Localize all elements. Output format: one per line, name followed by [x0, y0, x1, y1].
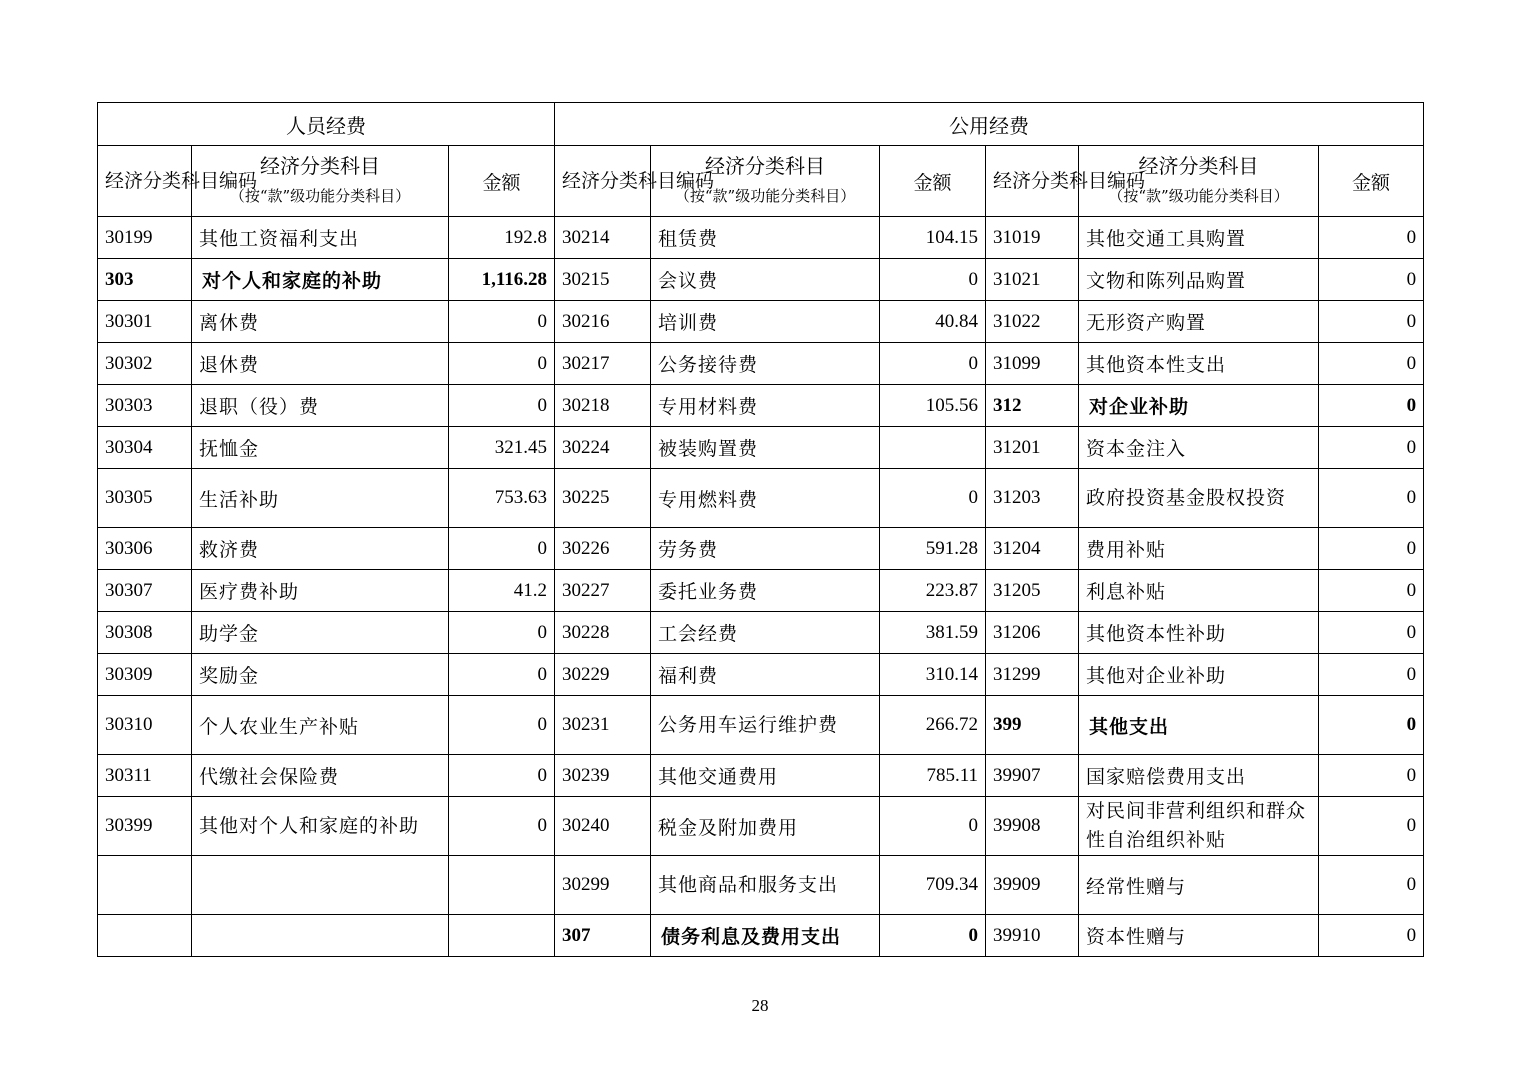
name-cell: 其他交通工具购置 — [1079, 217, 1319, 259]
amount-cell: 0 — [1319, 528, 1424, 570]
code-cell — [98, 915, 192, 957]
code-cell: 31099 — [986, 343, 1079, 385]
name-cell: 助学金 — [192, 612, 449, 654]
amount-cell: 104.15 — [880, 217, 986, 259]
name-cell: 被装购置费 — [651, 427, 880, 469]
code-cell: 30308 — [98, 612, 192, 654]
amount-cell: 223.87 — [880, 570, 986, 612]
code-cell: 399 — [986, 696, 1079, 755]
header-name-sub: （按“款”级功能分类科目） — [229, 187, 411, 205]
code-cell: 30301 — [98, 301, 192, 343]
amount-cell: 0 — [449, 385, 555, 427]
name-cell — [192, 915, 449, 957]
amount-cell — [449, 915, 555, 957]
name-cell: 专用材料费 — [651, 385, 880, 427]
table-row — [98, 797, 1424, 856]
code-cell: 30226 — [555, 528, 651, 570]
table-row — [98, 343, 1424, 385]
code-cell: 31021 — [986, 259, 1079, 301]
amount-cell: 0 — [1319, 612, 1424, 654]
code-cell: 30215 — [555, 259, 651, 301]
group-public: 公用经费 — [555, 103, 1424, 146]
amount-cell: 0 — [1319, 856, 1424, 915]
code-cell: 30225 — [555, 469, 651, 528]
name-cell: 退职（役）费 — [192, 385, 449, 427]
code-cell: 30224 — [555, 427, 651, 469]
code-cell: 312 — [986, 385, 1079, 427]
name-cell: 退休费 — [192, 343, 449, 385]
amount-cell: 0 — [449, 528, 555, 570]
amount-cell: 41.2 — [449, 570, 555, 612]
header-amount: 金额 — [1319, 146, 1424, 217]
code-cell: 30199 — [98, 217, 192, 259]
table-row — [98, 469, 1424, 528]
code-cell: 30399 — [98, 797, 192, 856]
amount-cell: 0 — [1319, 343, 1424, 385]
group-header-row — [98, 103, 1424, 146]
name-cell: 资本金注入 — [1079, 427, 1319, 469]
header-name-sub: （按“款”级功能分类科目） — [1108, 187, 1289, 205]
code-cell: 30299 — [555, 856, 651, 915]
amount-cell: 785.11 — [880, 755, 986, 797]
code-cell: 30307 — [98, 570, 192, 612]
code-cell: 30239 — [555, 755, 651, 797]
table-row — [98, 427, 1424, 469]
code-cell: 303 — [98, 259, 192, 301]
code-cell: 31022 — [986, 301, 1079, 343]
code-cell: 30216 — [555, 301, 651, 343]
group-personnel: 人员经费 — [98, 103, 555, 146]
code-cell: 30227 — [555, 570, 651, 612]
name-cell: 代缴社会保险费 — [192, 755, 449, 797]
amount-cell: 381.59 — [880, 612, 986, 654]
code-cell: 30303 — [98, 385, 192, 427]
code-cell: 30229 — [555, 654, 651, 696]
code-cell: 30310 — [98, 696, 192, 755]
name-cell: 福利费 — [651, 654, 880, 696]
code-cell: 31203 — [986, 469, 1079, 528]
amount-cell: 0 — [1319, 696, 1424, 755]
amount-cell: 709.34 — [880, 856, 986, 915]
name-cell: 其他交通费用 — [651, 755, 880, 797]
name-cell: 费用补贴 — [1079, 528, 1319, 570]
name-cell: 公务接待费 — [651, 343, 880, 385]
code-cell: 30214 — [555, 217, 651, 259]
amount-cell: 591.28 — [880, 528, 986, 570]
header-code: 经济分类科目编码 — [986, 146, 1079, 217]
table-row — [98, 570, 1424, 612]
amount-cell: 0 — [880, 343, 986, 385]
name-cell: 资本性赠与 — [1079, 915, 1319, 957]
amount-cell: 0 — [880, 469, 986, 528]
name-cell: 离休费 — [192, 301, 449, 343]
name-cell: 劳务费 — [651, 528, 880, 570]
name-cell: 专用燃料费 — [651, 469, 880, 528]
amount-cell: 0 — [1319, 915, 1424, 957]
name-cell: 其他工资福利支出 — [192, 217, 449, 259]
name-cell: 会议费 — [651, 259, 880, 301]
name-cell: 经常性赠与 — [1079, 856, 1319, 915]
header-name — [192, 146, 449, 217]
name-cell: 其他资本性补助 — [1079, 612, 1319, 654]
amount-cell: 1,116.28 — [449, 259, 555, 301]
name-cell: 其他对个人和家庭的补助 — [192, 797, 449, 856]
header-name — [1079, 146, 1319, 217]
code-cell: 30217 — [555, 343, 651, 385]
table-row — [98, 856, 1424, 915]
name-cell: 生活补助 — [192, 469, 449, 528]
amount-cell: 105.56 — [880, 385, 986, 427]
name-cell: 无形资产购置 — [1079, 301, 1319, 343]
amount-cell: 40.84 — [880, 301, 986, 343]
code-cell: 39910 — [986, 915, 1079, 957]
code-cell: 30304 — [98, 427, 192, 469]
name-cell: 救济费 — [192, 528, 449, 570]
amount-cell: 0 — [880, 915, 986, 957]
amount-cell: 0 — [1319, 427, 1424, 469]
code-cell: 30305 — [98, 469, 192, 528]
amount-cell: 310.14 — [880, 654, 986, 696]
code-cell: 30302 — [98, 343, 192, 385]
name-cell: 文物和陈列品购置 — [1079, 259, 1319, 301]
name-cell: 抚恤金 — [192, 427, 449, 469]
code-cell — [98, 856, 192, 915]
code-cell: 31299 — [986, 654, 1079, 696]
name-cell: 公务用车运行维护费 — [651, 696, 880, 755]
amount-cell: 0 — [449, 343, 555, 385]
name-cell — [192, 856, 449, 915]
name-cell: 委托业务费 — [651, 570, 880, 612]
amount-cell: 321.45 — [449, 427, 555, 469]
name-cell: 国家赔偿费用支出 — [1079, 755, 1319, 797]
page-number: 28 — [751, 996, 769, 1015]
table-row — [98, 915, 1424, 957]
amount-cell: 0 — [1319, 259, 1424, 301]
header-code: 经济分类科目编码 — [555, 146, 651, 217]
code-cell: 39907 — [986, 755, 1079, 797]
code-cell: 30240 — [555, 797, 651, 856]
header-code: 经济分类科目编码 — [98, 146, 192, 217]
amount-cell: 0 — [1319, 301, 1424, 343]
amount-cell: 0 — [1319, 755, 1424, 797]
amount-cell: 0 — [449, 755, 555, 797]
name-cell: 个人农业生产补贴 — [192, 696, 449, 755]
table-row — [98, 259, 1424, 301]
code-cell: 30228 — [555, 612, 651, 654]
amount-cell: 266.72 — [880, 696, 986, 755]
code-cell: 307 — [555, 915, 651, 957]
amount-cell — [880, 427, 986, 469]
amount-cell: 0 — [1319, 469, 1424, 528]
code-cell: 30306 — [98, 528, 192, 570]
amount-cell: 753.63 — [449, 469, 555, 528]
table-row — [98, 696, 1424, 755]
amount-cell — [449, 856, 555, 915]
amount-cell: 0 — [1319, 217, 1424, 259]
name-cell: 其他资本性支出 — [1079, 343, 1319, 385]
name-cell: 奖励金 — [192, 654, 449, 696]
header-name-main: 经济分类科目 — [705, 154, 826, 178]
code-cell: 31204 — [986, 528, 1079, 570]
amount-cell: 0 — [1319, 385, 1424, 427]
table-row — [98, 755, 1424, 797]
expenditure-table — [97, 102, 1424, 957]
name-cell: 医疗费补助 — [192, 570, 449, 612]
name-cell: 租赁费 — [651, 217, 880, 259]
amount-cell: 0 — [449, 696, 555, 755]
header-name-main: 经济分类科目 — [260, 154, 380, 178]
header-name-sub: （按“款”级功能分类科目） — [674, 187, 856, 205]
header-amount: 金额 — [880, 146, 986, 217]
column-header-row — [98, 146, 1424, 217]
code-cell: 31201 — [986, 427, 1079, 469]
code-cell: 39908 — [986, 797, 1079, 856]
code-cell: 31205 — [986, 570, 1079, 612]
amount-cell: 0 — [449, 654, 555, 696]
table-row — [98, 528, 1424, 570]
code-cell: 30309 — [98, 654, 192, 696]
name-cell: 对企业补助 — [1079, 385, 1319, 427]
name-cell: 其他对企业补助 — [1079, 654, 1319, 696]
table-row — [98, 385, 1424, 427]
name-cell: 政府投资基金股权投资 — [1079, 469, 1319, 528]
amount-cell: 0 — [880, 797, 986, 856]
amount-cell: 0 — [1319, 797, 1424, 856]
amount-cell: 192.8 — [449, 217, 555, 259]
table-row — [98, 217, 1424, 259]
header-name — [651, 146, 880, 217]
name-cell: 税金及附加费用 — [651, 797, 880, 856]
amount-cell: 0 — [449, 301, 555, 343]
amount-cell: 0 — [1319, 654, 1424, 696]
table-row — [98, 654, 1424, 696]
name-cell: 其他商品和服务支出 — [651, 856, 880, 915]
code-cell: 30218 — [555, 385, 651, 427]
amount-cell: 0 — [449, 797, 555, 856]
name-cell: 培训费 — [651, 301, 880, 343]
table-row — [98, 301, 1424, 343]
amount-cell: 0 — [880, 259, 986, 301]
name-cell: 利息补贴 — [1079, 570, 1319, 612]
code-cell: 30231 — [555, 696, 651, 755]
amount-cell: 0 — [1319, 570, 1424, 612]
header-amount: 金额 — [449, 146, 555, 217]
code-cell: 31206 — [986, 612, 1079, 654]
code-cell: 39909 — [986, 856, 1079, 915]
table-row — [98, 612, 1424, 654]
name-cell: 债务利息及费用支出 — [651, 915, 880, 957]
code-cell: 30311 — [98, 755, 192, 797]
amount-cell: 0 — [449, 612, 555, 654]
code-cell: 31019 — [986, 217, 1079, 259]
name-cell: 对民间非营利组织和群众性自治组织补贴 — [1079, 797, 1319, 856]
name-cell: 对个人和家庭的补助 — [192, 259, 449, 301]
name-cell: 工会经费 — [651, 612, 880, 654]
header-name-main: 经济分类科目 — [1138, 154, 1259, 178]
name-cell: 其他支出 — [1079, 696, 1319, 755]
